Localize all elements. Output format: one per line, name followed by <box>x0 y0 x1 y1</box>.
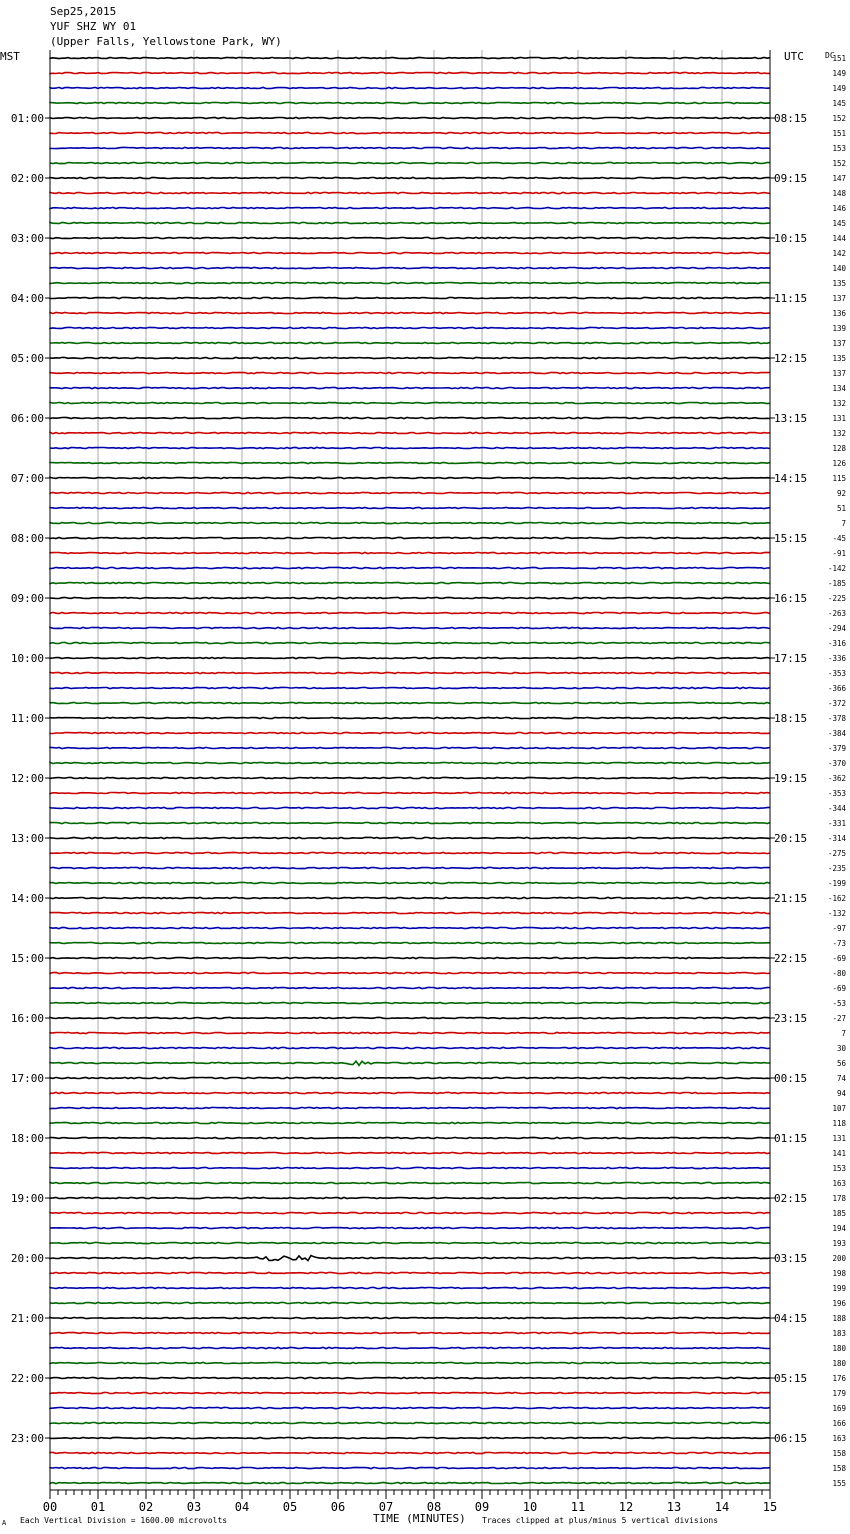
trace-36 <box>50 597 770 598</box>
dc-offset-label: 183 <box>832 1329 846 1338</box>
dc-offset-label: 153 <box>832 144 846 153</box>
right-hour-label: 02:15 <box>774 1192 808 1205</box>
dc-offset-label: 30 <box>836 1044 846 1053</box>
dc-offset-label: -235 <box>827 864 846 873</box>
left-hour-label: 02:00 <box>10 172 44 185</box>
trace-62 <box>50 987 770 988</box>
trace-20 <box>50 357 770 358</box>
trace-90 <box>50 1407 770 1408</box>
trace-81 <box>50 1272 770 1273</box>
dc-offset-label: 152 <box>832 114 846 123</box>
dc-offset-label: 7 <box>841 519 846 528</box>
dc-offset-label: 185 <box>832 1209 846 1218</box>
trace-10 <box>50 207 770 208</box>
trace-83 <box>50 1302 770 1303</box>
location-label: (Upper Falls, Yellowstone Park, WY) <box>50 35 282 48</box>
dc-offset-label: 196 <box>832 1299 846 1308</box>
dc-offset-label: 158 <box>832 1449 846 1458</box>
dc-offset-label: 92 <box>836 489 846 498</box>
right-hour-label: 11:15 <box>774 292 808 305</box>
left-hour-label: 07:00 <box>10 472 44 485</box>
dc-offset-label: 139 <box>832 324 846 333</box>
trace-79 <box>50 1242 770 1243</box>
trace-27 <box>50 462 770 463</box>
trace-17 <box>50 312 770 313</box>
right-hour-label: 01:15 <box>774 1132 808 1145</box>
dc-offset-label: 137 <box>832 294 846 303</box>
dc-offset-label: 200 <box>832 1254 846 1263</box>
trace-13 <box>50 252 770 253</box>
dc-offset-label: -185 <box>827 579 846 588</box>
left-hour-label: 18:00 <box>10 1132 44 1145</box>
left-hour-label: 13:00 <box>10 832 44 845</box>
trace-29 <box>50 492 770 493</box>
left-hour-label: 19:00 <box>10 1192 44 1205</box>
trace-16 <box>50 297 770 298</box>
left-timezone-label: MST <box>0 50 20 63</box>
trace-19 <box>50 342 770 343</box>
dc-offset-label: -370 <box>827 759 846 768</box>
trace-56 <box>50 897 770 898</box>
trace-89 <box>50 1392 770 1393</box>
trace-4 <box>50 117 770 118</box>
trace-0 <box>50 57 770 58</box>
trace-22 <box>50 387 770 388</box>
trace-76 <box>50 1197 770 1198</box>
right-hour-label: 23:15 <box>774 1012 808 1025</box>
trace-3 <box>50 102 770 103</box>
dc-offset-label: -344 <box>827 804 846 813</box>
left-hour-label: 04:00 <box>10 292 44 305</box>
mst-hour-labels <box>11 112 50 1445</box>
trace-93 <box>50 1452 770 1453</box>
dc-offset-label: 140 <box>832 264 846 273</box>
right-hour-label: 18:15 <box>774 712 808 725</box>
dc-offset-label: 148 <box>832 189 846 198</box>
trace-1 <box>50 72 770 73</box>
dc-offset-label: 149 <box>832 84 846 93</box>
trace-51 <box>50 822 770 823</box>
dc-offset-label: -69 <box>832 984 846 993</box>
x-tick-label: 09 <box>474 1500 490 1514</box>
trace-49 <box>50 792 770 793</box>
trace-35 <box>50 582 770 583</box>
dc-offset-label: -142 <box>827 564 846 573</box>
dc-offset-label: 132 <box>832 399 846 408</box>
date-label: Sep25,2015 <box>50 5 117 18</box>
left-hour-label: 14:00 <box>10 892 44 905</box>
dc-offset-label: 134 <box>832 384 846 393</box>
trace-85 <box>50 1332 770 1333</box>
trace-84 <box>50 1317 770 1318</box>
trace-39 <box>50 642 770 643</box>
trace-40 <box>50 657 770 658</box>
left-hour-label: 10:00 <box>10 652 44 665</box>
trace-75 <box>50 1182 770 1183</box>
trace-72 <box>50 1137 770 1138</box>
trace-53 <box>50 852 770 853</box>
trace-87 <box>50 1362 770 1363</box>
dc-offset-label: 169 <box>832 1404 846 1413</box>
dc-offset-label: 56 <box>836 1059 846 1068</box>
dc-offset-label: 176 <box>832 1374 846 1383</box>
right-hour-label: 13:15 <box>774 412 808 425</box>
x-tick-label: 04 <box>234 1500 250 1514</box>
dc-offset-label: -353 <box>827 669 846 678</box>
trace-34 <box>50 567 770 568</box>
trace-32 <box>50 537 770 538</box>
right-hour-label: 10:15 <box>774 232 808 245</box>
right-hour-label: 12:15 <box>774 352 808 365</box>
left-hour-label: 23:00 <box>10 1432 44 1445</box>
dc-offset-label: -27 <box>832 1014 846 1023</box>
trace-30 <box>50 507 770 508</box>
trace-23 <box>50 402 770 403</box>
left-hour-label: 20:00 <box>10 1252 44 1265</box>
dc-offset-label: 128 <box>832 444 846 453</box>
dc-offset-label: 158 <box>832 1464 846 1473</box>
dc-offset-label: 149 <box>832 69 846 78</box>
dc-offset-label: -353 <box>827 789 846 798</box>
utc-hour-labels <box>770 112 807 1445</box>
dc-offset-label: 178 <box>832 1194 846 1203</box>
right-timezone-label: UTC <box>784 50 804 63</box>
trace-60 <box>50 957 770 958</box>
dc-offset-label: -331 <box>827 819 846 828</box>
x-tick-label: 06 <box>330 1500 346 1514</box>
dc-offset-label: 94 <box>836 1089 846 1098</box>
dc-offset-label: 198 <box>832 1269 846 1278</box>
dc-offset-label: -316 <box>827 639 846 648</box>
dc-offset-label: 118 <box>832 1119 846 1128</box>
left-hour-label: 01:00 <box>10 112 44 125</box>
trace-50 <box>50 807 770 808</box>
right-hour-label: 17:15 <box>774 652 808 665</box>
dc-offset-label: 141 <box>832 1149 846 1158</box>
dc-offset-label: -225 <box>827 594 846 603</box>
dc-offset-label: 132 <box>832 429 846 438</box>
trace-21 <box>50 372 770 373</box>
right-hour-label: 20:15 <box>774 832 808 845</box>
trace-58 <box>50 927 770 928</box>
trace-31 <box>50 522 770 523</box>
dc-offset-label: -80 <box>832 969 846 978</box>
left-hour-label: 22:00 <box>10 1372 44 1385</box>
dc-offset-label: -384 <box>827 729 846 738</box>
dc-offset-label: -73 <box>832 939 846 948</box>
dc-offset-label: 188 <box>832 1314 846 1323</box>
dc-offset-label: 145 <box>832 219 846 228</box>
left-hour-label: 15:00 <box>10 952 44 965</box>
dc-offset-label: 137 <box>832 369 846 378</box>
dc-offset-label: -372 <box>827 699 846 708</box>
dc-offset-label: -53 <box>832 999 846 1008</box>
dc-offset-label: 115 <box>832 474 846 483</box>
right-hour-label: 22:15 <box>774 952 808 965</box>
dc-offset-label: 163 <box>832 1179 846 1188</box>
trace-41 <box>50 672 770 673</box>
left-hour-label: 09:00 <box>10 592 44 605</box>
trace-94 <box>50 1467 770 1468</box>
trace-5 <box>50 132 770 133</box>
clip-note: Traces clipped at plus/minus 5 vertical divisions <box>482 1516 719 1525</box>
dc-offset-label: 152 <box>832 159 846 168</box>
dc-offset-label: 131 <box>832 1134 846 1143</box>
dc-offset-label: 153 <box>832 1164 846 1173</box>
station-label: YUF SHZ WY 01 <box>50 20 137 33</box>
trace-11 <box>50 222 770 223</box>
x-tick-label: 02 <box>138 1500 154 1514</box>
dc-offset-label: 74 <box>836 1074 846 1083</box>
dc-offset-label: -263 <box>827 609 846 618</box>
trace-18 <box>50 327 770 328</box>
dc-offset-label: -97 <box>832 924 846 933</box>
dc-offset-label: 194 <box>832 1224 846 1233</box>
minute-grid <box>98 50 722 1495</box>
dc-offset-label: 166 <box>832 1419 846 1428</box>
dc-offset-label: -45 <box>832 534 846 543</box>
x-tick-label: 01 <box>90 1500 106 1514</box>
dc-offset-label: 163 <box>832 1434 846 1443</box>
right-hour-label: 16:15 <box>774 592 808 605</box>
trace-9 <box>50 192 770 193</box>
dc-offset-label: 144 <box>832 234 846 243</box>
dc-offset-label: 126 <box>832 459 846 468</box>
dc-offset-label: 135 <box>832 354 846 363</box>
trace-group <box>50 57 770 1483</box>
scale-note: Each Vertical Division = 1600.00 microvolts <box>20 1516 228 1525</box>
right-hour-label: 05:15 <box>774 1372 808 1385</box>
trace-74 <box>50 1167 770 1168</box>
trace-68 <box>50 1077 770 1078</box>
dc-offset-label: -132 <box>827 909 846 918</box>
trace-86 <box>50 1347 770 1348</box>
trace-80 <box>50 1256 770 1261</box>
dc-offset-labels <box>828 54 847 1488</box>
trace-24 <box>50 417 770 418</box>
x-tick-label: 14 <box>714 1500 730 1514</box>
dc-offset-label: 180 <box>832 1344 846 1353</box>
x-tick-label: 13 <box>666 1500 682 1514</box>
x-tick-label: 00 <box>42 1500 58 1514</box>
trace-2 <box>50 87 770 88</box>
trace-52 <box>50 837 770 838</box>
x-tick-label: 15 <box>762 1500 778 1514</box>
trace-15 <box>50 282 770 283</box>
trace-46 <box>50 747 770 748</box>
trace-65 <box>50 1032 770 1033</box>
trace-67 <box>50 1061 770 1065</box>
left-hour-label: 05:00 <box>10 352 44 365</box>
trace-82 <box>50 1287 770 1288</box>
dc-offset-label: 142 <box>832 249 846 258</box>
dc-offset-label: -275 <box>827 849 846 858</box>
trace-14 <box>50 267 770 268</box>
left-hour-label: 11:00 <box>10 712 44 725</box>
trace-88 <box>50 1377 770 1378</box>
left-hour-label: 06:00 <box>10 412 44 425</box>
dc-offset-label: 145 <box>832 99 846 108</box>
trace-8 <box>50 177 770 178</box>
trace-12 <box>50 237 770 238</box>
trace-48 <box>50 777 770 778</box>
dc-offset-label: -378 <box>827 714 846 723</box>
dc-offset-label: 51 <box>836 504 846 513</box>
dc-offset-label: -379 <box>827 744 846 753</box>
trace-59 <box>50 942 770 943</box>
trace-47 <box>50 762 770 763</box>
trace-69 <box>50 1092 770 1093</box>
left-hour-label: 12:00 <box>10 772 44 785</box>
left-hour-label: 16:00 <box>10 1012 44 1025</box>
right-hour-label: 15:15 <box>774 532 808 545</box>
dc-offset-label: -314 <box>827 834 846 843</box>
x-tick-label: 12 <box>618 1500 634 1514</box>
dc-offset-label: -366 <box>827 684 846 693</box>
trace-73 <box>50 1152 770 1153</box>
x-tick-label: 07 <box>378 1500 394 1514</box>
trace-92 <box>50 1437 770 1438</box>
right-hour-label: 14:15 <box>774 472 808 485</box>
dc-offset-label: -294 <box>827 624 846 633</box>
trace-44 <box>50 717 770 718</box>
x-tick-label: 11 <box>570 1500 586 1514</box>
trace-33 <box>50 552 770 553</box>
x-tick-label: 03 <box>186 1500 202 1514</box>
trace-78 <box>50 1227 770 1228</box>
dc-offset-label: -362 <box>827 774 846 783</box>
trace-7 <box>50 162 770 163</box>
dc-offset-label: -91 <box>832 549 846 558</box>
dc-offset-label: 180 <box>832 1359 846 1368</box>
dc-offset-label: 155 <box>832 1479 846 1488</box>
x-tick-label: 08 <box>426 1500 442 1514</box>
plot-frame <box>50 50 770 1495</box>
trace-63 <box>50 1002 770 1003</box>
right-hour-label: 00:15 <box>774 1072 808 1085</box>
trace-71 <box>50 1122 770 1123</box>
dc-offset-label: -69 <box>832 954 846 963</box>
trace-55 <box>50 882 770 883</box>
left-hour-label: 08:00 <box>10 532 44 545</box>
x-axis-title: TIME (MINUTES) <box>373 1512 466 1525</box>
trace-25 <box>50 432 770 433</box>
dc-offset-label: -336 <box>827 654 846 663</box>
left-hour-label: 03:00 <box>10 232 44 245</box>
dc-offset-label: 199 <box>832 1284 846 1293</box>
dc-offset-label: 137 <box>832 339 846 348</box>
right-hour-label: 04:15 <box>774 1312 808 1325</box>
trace-26 <box>50 447 770 448</box>
dc-offset-label: 179 <box>832 1389 846 1398</box>
dc-offset-label: 147 <box>832 174 846 183</box>
dc-header-label: DC <box>825 51 835 60</box>
trace-37 <box>50 612 770 613</box>
dc-offset-label: 107 <box>832 1104 846 1113</box>
trace-57 <box>50 912 770 913</box>
right-hour-label: 19:15 <box>774 772 808 785</box>
trace-43 <box>50 702 770 703</box>
trace-64 <box>50 1017 770 1018</box>
x-tick-label: 10 <box>522 1500 538 1514</box>
right-hour-label: 06:15 <box>774 1432 808 1445</box>
right-hour-label: 21:15 <box>774 892 808 905</box>
x-tick-label: 05 <box>282 1500 298 1514</box>
right-hour-label: 08:15 <box>774 112 808 125</box>
corner-mark: A <box>2 1519 7 1527</box>
dc-offset-label: -162 <box>827 894 846 903</box>
left-hour-label: 17:00 <box>10 1072 44 1085</box>
trace-77 <box>50 1212 770 1213</box>
trace-70 <box>50 1107 770 1108</box>
trace-42 <box>50 687 770 688</box>
right-hour-label: 03:15 <box>774 1252 808 1265</box>
trace-91 <box>50 1422 770 1423</box>
dc-offset-label: 146 <box>832 204 846 213</box>
dc-offset-label: 193 <box>832 1239 846 1248</box>
dc-offset-label: 135 <box>832 279 846 288</box>
trace-54 <box>50 867 770 868</box>
dc-offset-label: 136 <box>832 309 846 318</box>
dc-offset-label: 151 <box>832 54 846 63</box>
trace-28 <box>50 477 770 478</box>
dc-offset-label: -199 <box>827 879 846 888</box>
trace-6 <box>50 147 770 148</box>
trace-38 <box>50 627 770 628</box>
trace-61 <box>50 972 770 973</box>
dc-offset-label: 7 <box>841 1029 846 1038</box>
left-hour-label: 21:00 <box>10 1312 44 1325</box>
trace-45 <box>50 732 770 733</box>
trace-66 <box>50 1047 770 1048</box>
x-axis <box>43 1490 777 1514</box>
dc-offset-label: 131 <box>832 414 846 423</box>
dc-offset-label: 151 <box>832 129 846 138</box>
trace-95 <box>50 1482 770 1483</box>
right-hour-label: 09:15 <box>774 172 808 185</box>
